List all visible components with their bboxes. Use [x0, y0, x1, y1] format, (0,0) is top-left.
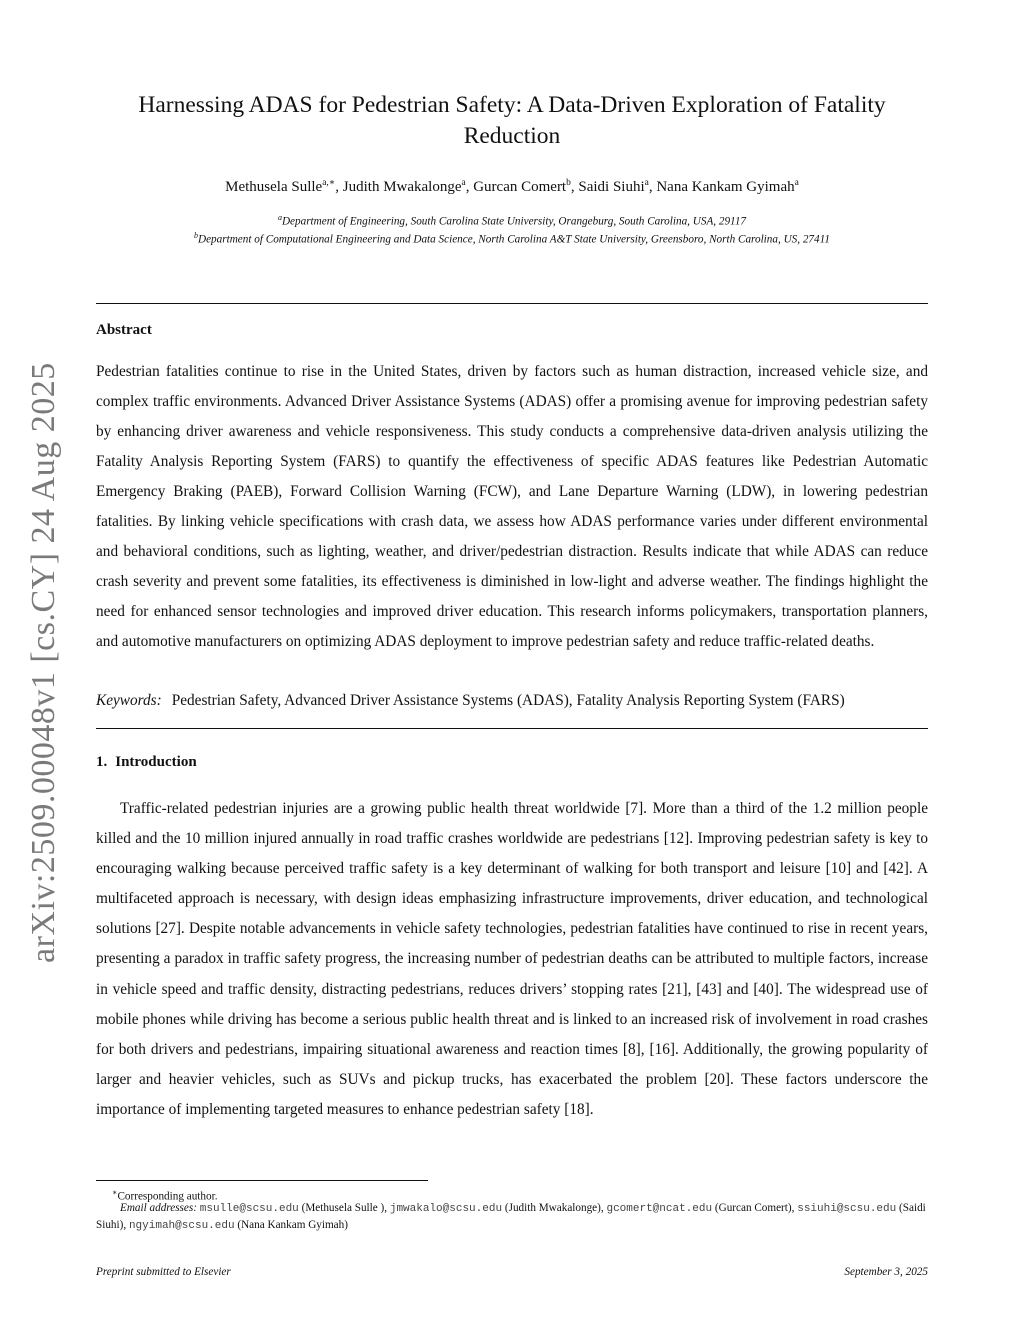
abstract-heading: Abstract	[96, 322, 152, 338]
footnote-divider	[96, 1180, 428, 1181]
footnote-emails	[96, 1200, 928, 1234]
email-entry: ngyimah@scsu.edu (Nana Kankam Gyimah)	[128, 1219, 348, 1232]
keywords-label: Keywords:	[96, 692, 162, 709]
email-entry: msulle@scsu.edu (Methusela Sulle ),	[199, 1202, 390, 1215]
affiliation-b: $^b$Department of Computational Engineering and Data Science, North Carolina A&T State University, Greensboro, North Carolina, US, 27411	[194, 231, 830, 246]
email-link[interactable]: gcomert@ncat.edu	[606, 1203, 713, 1215]
section-heading-introduction	[96, 754, 197, 771]
email-entry: jmwakalo@scsu.edu (Judith Mwakalonge),	[389, 1202, 607, 1215]
author: Gurcan Comert$^b$,	[473, 178, 579, 195]
email-entry: ssiuhi@scsu.edu (Saidi Siuhi),	[96, 1202, 926, 1231]
keywords-line	[96, 692, 928, 710]
affiliation-a: $^a$Department of Engineering, South Carolina State University, Orangeburg, South Carolina, USA, 29117	[277, 213, 747, 228]
email-entry: gcomert@ncat.edu (Gurcan Comert),	[606, 1202, 798, 1215]
section-title: Introduction	[115, 754, 197, 770]
author: Methusela Sulle$^{a,∗}$,	[225, 178, 343, 195]
email-label: Email addresses:	[120, 1202, 197, 1214]
top-divider	[96, 303, 928, 304]
email-link[interactable]: ngyimah@scsu.edu	[128, 1220, 235, 1232]
abstract-divider	[96, 728, 928, 729]
author: Saidi Siuhi$^a$,	[578, 178, 657, 195]
email-link[interactable]: jmwakalo@scsu.edu	[389, 1203, 503, 1215]
author: Judith Mwakalonge$^a$,	[342, 178, 474, 195]
paper-title: Harnessing ADAS for Pedestrian Safety: A Data-Driven Exploration of Fatality Reduction	[138, 92, 886, 149]
arxiv-identifier-stamp: arXiv:2509.00048v1 [cs.CY] 24 Aug 2025	[25, 362, 62, 963]
author-list	[96, 177, 928, 196]
preprint-notice: Preprint submitted to Elsevier	[96, 1266, 231, 1278]
keywords-text: Pedestrian Safety, Advanced Driver Assistance Systems (ADAS), Fatality Analysis Reporting System (FARS)	[171, 692, 845, 709]
introduction-text: Traffic-related pedestrian injuries are a growing public health threat worldwide [7]. More than a third of the 1.2 million people killed and the 10 million injured annually in road traffic crashes worldwide are pedestrians [12]. Improving pedestrian safety is key to encouraging walking because perceived traffic safety is a key determinant of walking for both transport and leisure [10] and [42]. A multifaceted approach is necessary, with design ideas emphasizing infrastructure improvements, driver education, and technological solutions [27]. Despite notable advancements in vehicle safety technologies, pedestrian fatalities have continued to rise in recent years, presenting a paradox in traffic safety progress, the increasing number of pedestrian deaths can be attributed to multiple factors, increase in vehicle speed and traffic density, distracting pedestrians, reduces drivers’ stopping rates [21], [43] and [40]. The widespread use of mobile phones while driving has become a serious public health threat and is linked to an increased risk of involvement in road crashes for both drivers and pedestrians, impairing situational awareness and reaction times [8], [16]. Additionally, the growing popularity of larger and heavier vehicles, such as SUVs and pickup trucks, has exacerbated the problem [20]. These factors underscore the importance of implementing targeted measures to enhance pedestrian safety [18].	[96, 800, 928, 1118]
footnote-corresponding: ∗Corresponding author.	[112, 1188, 218, 1203]
abstract-text: Pedestrian fatalities continue to rise in the United States, driven by factors such as human distraction, increased vehicle size, and complex traffic environments. Advanced Driver Assistance Systems (ADAS) offer a promising avenue for improving pedestrian safety by enhancing driver awareness and vehicle responsiveness. This study conducts a comprehensive data-driven analysis utilizing the Fatality Analysis Reporting System (FARS) to quantify the effectiveness of specific ADAS features like Pedestrian Automatic Emergency Braking (PAEB), Forward Collision Warning (FCW), and Lane Departure Warning (LDW), in lowering pedestrian fatalities. By linking vehicle specifications with crash data, we assess how ADAS performance varies under different environmental and behavioral conditions, such as lighting, weather, and driver/pedestrian distraction. Results indicate that while ADAS can reduce crash severity and prevent some fatalities, its effectiveness is diminished in low-light and adverse weather. The findings highlight the need for enhanced sensor technologies and improved driver education. This research informs policymakers, transportation planners, and automotive manufacturers on optimizing ADAS deployment to improve pedestrian safety and reduce traffic-related deaths.	[96, 363, 928, 650]
author: Nana Kankam Gyimah$^a$	[656, 178, 799, 195]
section-number: 1.	[96, 754, 108, 770]
email-link[interactable]: ssiuhi@scsu.edu	[797, 1203, 897, 1215]
email-link[interactable]: msulle@scsu.edu	[199, 1203, 299, 1215]
footer-date: September 3, 2025	[844, 1266, 928, 1278]
